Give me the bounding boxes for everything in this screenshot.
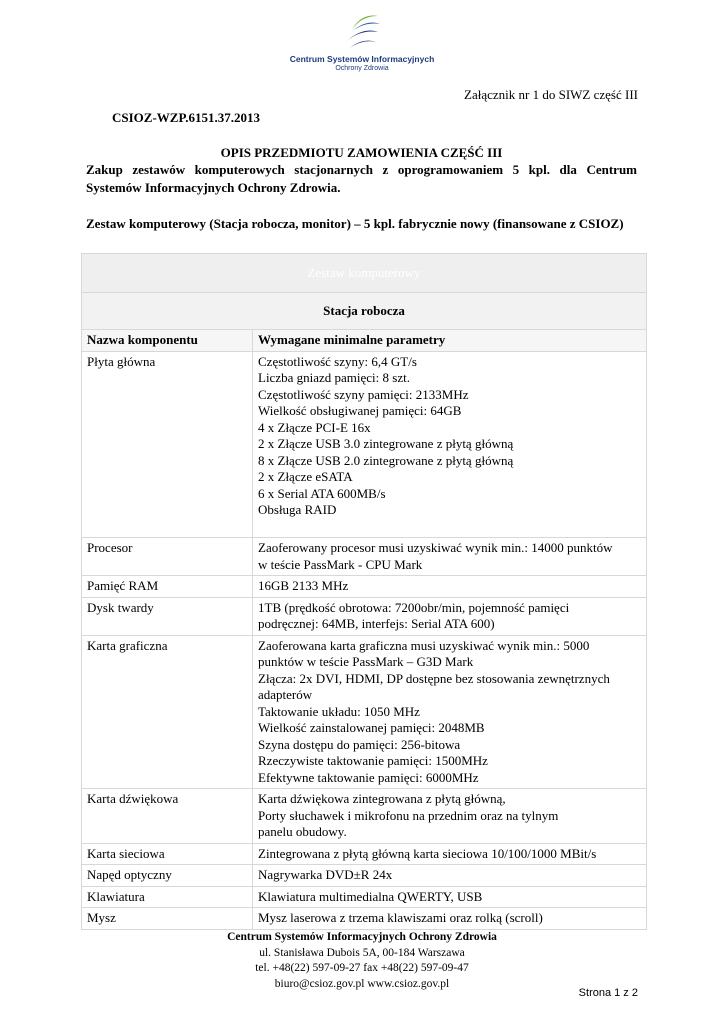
component-name: Mysz — [82, 908, 253, 930]
footer-org-name: Centrum Systemów Informacyjnych Ochrony Zdrowia — [227, 931, 497, 943]
component-parameters — [253, 843, 647, 865]
column-header-parameters: Wymagane minimalne parametry — [253, 330, 647, 352]
component-name: Płyta główna — [82, 351, 253, 538]
component-parameters — [253, 576, 647, 598]
specification-table — [81, 253, 647, 930]
component-name: Dysk twardy — [82, 597, 253, 635]
footer — [0, 930, 724, 992]
parameter-line: Karta dźwiękowa zintegrowana z płytą główną, — [258, 791, 506, 806]
parameter-line: Wielkość obsługiwanej pamięci: 64GB — [258, 403, 462, 418]
parameter-line: Klawiatura multimedialna QWERTY, USB — [258, 888, 483, 904]
table-header: Zestaw komputerowy — [82, 254, 647, 293]
set-description: Zestaw komputerowy (Stacja robocza, monitor) – 5 kpl. fabrycznie nowy (finansowane z CSIOZ) — [86, 216, 624, 231]
parameter-line: 2 x Złącze eSATA — [258, 469, 353, 484]
parameter-line: Porty słuchawek i mikrofonu na przednim oraz na tylnym — [258, 807, 559, 823]
component-name: Karta dźwiękowa — [82, 789, 253, 844]
table-row — [82, 597, 647, 635]
parameter-line: 2 x Złącze USB 3.0 zintegrowane z płytą główną — [258, 436, 514, 451]
purchase-description: Zakup zestawów komputerowych stacjonarnych z oprogramowaniem 5 kpl. dla Centrum Systemów Informacyjnych Ochrony Zdrowia. — [86, 162, 637, 195]
document-title: OPIS PRZEDMIOTU ZAMOWIENIA CZĘŚĆ III — [220, 145, 503, 160]
component-parameters — [253, 789, 647, 844]
parameter-line: Częstotliwość szyny pamięci: 2133MHz — [258, 386, 469, 402]
parameter-line: Zintegrowana z płytą główną karta sieciowa 10/100/1000 MBit/s — [258, 845, 597, 861]
component-parameters — [253, 886, 647, 908]
table-subheader: Stacja robocza — [82, 293, 647, 330]
parameter-line: panelu obudowy. — [258, 824, 347, 839]
parameter-line: Liczba gniazd pamięci: 8 szt. — [258, 370, 410, 385]
table-row — [82, 351, 647, 538]
table-row — [82, 908, 647, 930]
page-number: Strona 1 z 2 — [578, 987, 638, 999]
footer-address: ul. Stanisława Dubois 5A, 00-184 Warszawa — [259, 946, 465, 959]
table-row — [82, 576, 647, 598]
footer-phone: tel. +48(22) 597-09-27 fax +48(22) 597-09-47 — [255, 962, 469, 974]
parameter-line: 4 x Złącze PCI-E 16x — [258, 419, 371, 435]
parameter-line: Mysz laserowa z trzema klawiszami oraz rolką (scroll) — [258, 910, 543, 925]
parameter-line: Efektywne taktowanie pamięci: 6000MHz — [258, 769, 479, 785]
parameter-line: podręcznej: 64MB, interfejs: Serial ATA 600) — [258, 616, 495, 631]
parameter-line: adapterów — [258, 687, 313, 702]
component-parameters — [253, 351, 647, 538]
component-name: Karta sieciowa — [82, 843, 253, 865]
component-parameters — [253, 865, 647, 887]
footer-contact: biuro@csioz.gov.pl www.csioz.gov.pl — [274, 977, 450, 990]
component-name: Pamięć RAM — [82, 576, 253, 598]
logo-swoosh-icon — [340, 12, 384, 54]
csioz-logo — [282, 12, 442, 76]
component-parameters — [253, 597, 647, 635]
component-parameters — [253, 908, 647, 930]
parameter-line: Zaoferowana karta graficzna musi uzyskiwać wynik min.: 5000 — [258, 637, 590, 653]
table-row — [82, 789, 647, 844]
component-name: Procesor — [82, 538, 253, 576]
parameter-line: 16GB 2133 MHz — [258, 578, 349, 593]
parameter-line: Obsługa RAID — [258, 502, 337, 517]
component-name: Klawiatura — [82, 886, 253, 908]
parameter-line: Rzeczywiste taktowanie pamięci: 1500MHz — [258, 753, 488, 768]
table-row — [82, 865, 647, 887]
logo-subname: Ochrony Zdrowia — [335, 65, 389, 72]
parameter-line: 8 x Złącze USB 2.0 zintegrowane z płytą główną — [258, 452, 514, 468]
parameter-line: Wielkość zainstalowanej pamięci: 2048MB — [258, 720, 485, 735]
component-parameters — [253, 635, 647, 789]
parameter-line: Szyna dostępu do pamięci: 256-bitowa — [258, 736, 461, 752]
column-header-component: Nazwa komponentu — [82, 330, 253, 352]
parameter-line: Złącza: 2x DVI, HDMI, DP dostępne bez stosowania zewnętrznych — [258, 670, 610, 686]
component-name: Napęd optyczny — [82, 865, 253, 887]
table-row — [82, 538, 647, 576]
reference-number: CSIOZ-WZP.6151.37.2013 — [112, 110, 260, 125]
parameter-line — [258, 519, 641, 536]
table-row — [82, 843, 647, 865]
component-name: Karta graficzna — [82, 635, 253, 789]
logo-name: Centrum Systemów Informacyjnych — [289, 54, 435, 64]
parameter-line: Nagrywarka DVD±R 24x — [258, 867, 393, 882]
parameter-line: 1TB (prędkość obrotowa: 7200obr/min, pojemność pamięci — [258, 599, 570, 615]
parameter-line: Zaoferowany procesor musi uzyskiwać wynik min.: 14000 punktów — [258, 540, 613, 555]
table-row — [82, 635, 647, 789]
parameter-line: punktów w teście PassMark – G3D Mark — [258, 654, 474, 669]
annex-label: Załącznik nr 1 do SIWZ część III — [464, 87, 638, 102]
table-row — [82, 886, 647, 908]
parameter-line: Częstotliwość szyny: 6,4 GT/s — [258, 353, 417, 369]
parameter-line: w teście PassMark - CPU Mark — [258, 556, 423, 572]
parameter-line: 6 x Serial ATA 600MB/s — [258, 485, 386, 501]
parameter-line: Taktowanie układu: 1050 MHz — [258, 703, 420, 719]
component-parameters — [253, 538, 647, 576]
